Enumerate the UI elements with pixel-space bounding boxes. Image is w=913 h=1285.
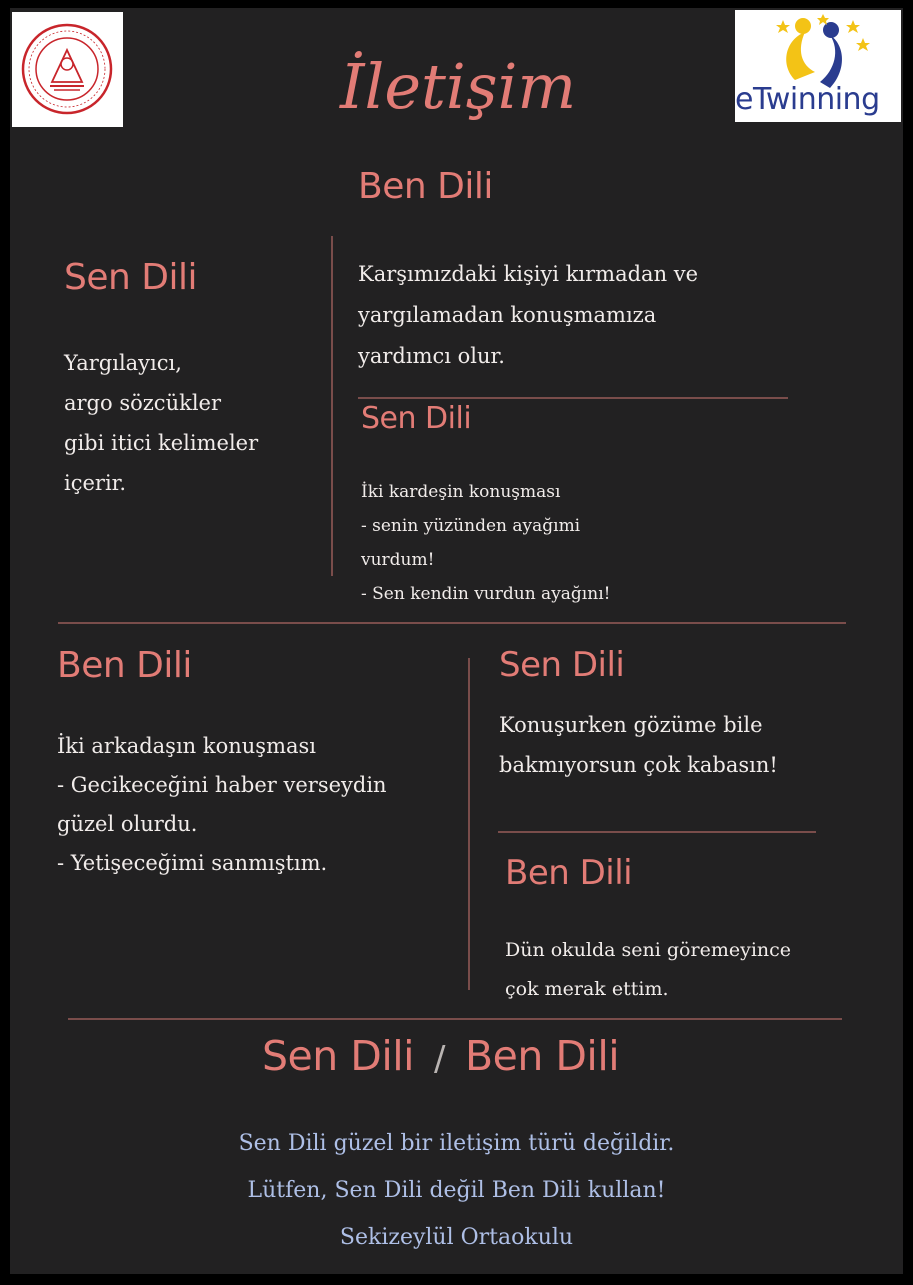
comparison-separator: / bbox=[434, 1039, 445, 1079]
mid-right-heading: Sen Dili bbox=[361, 401, 472, 436]
text-line: - senin yüzünden ayağımi bbox=[361, 516, 581, 536]
meb-seal-icon bbox=[12, 12, 123, 127]
comparison bbox=[262, 1032, 619, 1080]
text-line: Konuşurken gözüme bile bbox=[499, 713, 763, 737]
bottom-right-bottom-text bbox=[505, 931, 791, 1009]
comparison-left: Sen Dili bbox=[262, 1032, 415, 1080]
text-line: Yargılayıcı, bbox=[64, 351, 182, 375]
top-right-heading: Ben Dili bbox=[358, 166, 493, 207]
text-line: çok merak ettim. bbox=[505, 978, 669, 1000]
footer bbox=[10, 1120, 903, 1261]
vertical-divider-top bbox=[331, 236, 333, 576]
text-line: gibi itici kelimeler bbox=[64, 431, 259, 455]
text-line: vurdum! bbox=[361, 550, 435, 570]
bottom-right-top-heading: Sen Dili bbox=[499, 645, 625, 685]
text-line: yargılamadan konuşmamıza bbox=[358, 303, 657, 327]
bottom-right-bottom-heading: Ben Dili bbox=[505, 853, 633, 893]
bottom-left-text bbox=[57, 727, 387, 883]
comparison-right: Ben Dili bbox=[464, 1032, 620, 1080]
top-left-heading: Sen Dili bbox=[64, 257, 197, 298]
poster bbox=[10, 8, 903, 1274]
text-line: - Yetişeceğimi sanmıştım. bbox=[57, 851, 328, 875]
bottom-right-top-text bbox=[499, 705, 778, 785]
divider-bottom bbox=[68, 1018, 842, 1020]
text-line: İki kardeşin konuşması bbox=[361, 482, 561, 502]
meb-logo bbox=[12, 12, 123, 127]
top-right-text bbox=[358, 254, 698, 377]
vertical-divider-bottom bbox=[468, 658, 470, 990]
footer-school: Sekizeylül Ortaokulu bbox=[339, 1225, 574, 1250]
text-line: - Sen kendin vurdun ayağını! bbox=[361, 584, 611, 604]
etwinning-logo bbox=[735, 10, 901, 122]
divider-middle bbox=[58, 622, 846, 624]
page-title: İletişim bbox=[340, 50, 577, 123]
mid-right-text bbox=[361, 475, 610, 611]
etwinning-logo-text: eTwinning bbox=[735, 82, 880, 117]
footer-line: Sen Dili güzel bir iletişim türü değildir. bbox=[238, 1131, 675, 1156]
footer-line: Lütfen, Sen Dili değil Ben Dili kullan! bbox=[247, 1178, 666, 1203]
text-line: - Gecikeceğini haber verseydin bbox=[57, 773, 387, 797]
text-line: argo sözcükler bbox=[64, 391, 221, 415]
text-line: Karşımızdaki kişiyi kırmadan ve bbox=[358, 262, 699, 286]
text-line: İki arkadaşın konuşması bbox=[57, 734, 316, 758]
text-line: yardımcı olur. bbox=[358, 344, 505, 368]
text-line: içerir. bbox=[64, 471, 127, 495]
text-line: bakmıyorsun çok kabasın! bbox=[499, 753, 778, 777]
divider-top-right bbox=[358, 397, 788, 399]
divider-bottom-right bbox=[498, 831, 816, 833]
top-left-text bbox=[64, 343, 258, 503]
bottom-left-heading: Ben Dili bbox=[57, 645, 192, 686]
text-line: güzel olurdu. bbox=[57, 812, 198, 836]
text-line: Dün okulda seni göremeyince bbox=[505, 939, 792, 961]
